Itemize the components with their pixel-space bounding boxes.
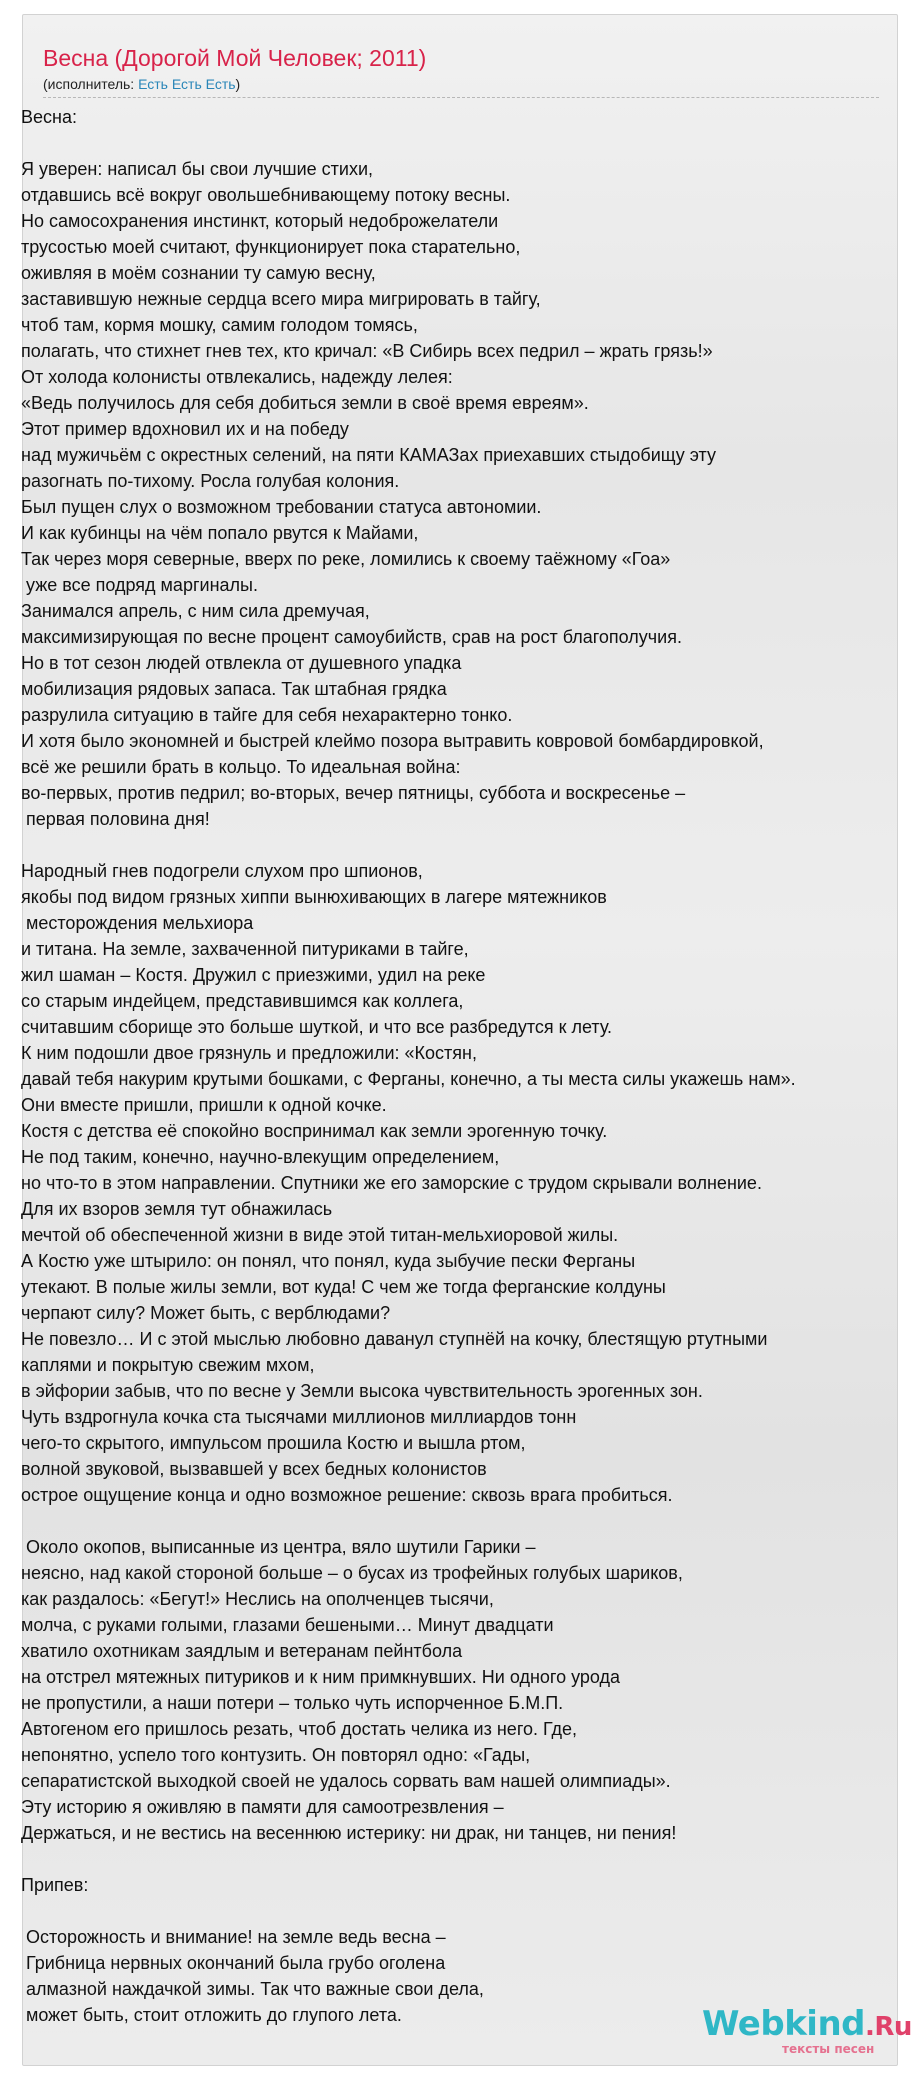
lyric-line: полагать, что стихнет гнев тех, кто кричал: «В Сибирь всех педрил – жрать грязь!» [21,341,713,361]
lyric-line: на отстрел мятежных питуриков и к ним примкнувших. Ни одного урода [21,1667,621,1687]
lyric-line: И как кубинцы на чём попало рвутся к Майами, [21,523,419,543]
lyric-line: А Костю уже штырило: он понял, что понял, куда зыбучие пески Ферганы [21,1251,636,1271]
lyric-line: оживляя в моём сознании ту самую весну, [21,263,376,283]
logo-brand: Webkind [702,2004,865,2044]
performer-line [43,75,879,98]
lyric-line: чего-то скрытого, импульсом прошила Костю и вышла ртом, [21,1433,526,1453]
site-logo[interactable] [702,2004,912,2056]
logo-tagline: тексты песен [782,2042,875,2056]
lyric-line: острое ощущение конца и одно возможное решение: сквозь врага пробиться. [21,1485,673,1505]
lyric-line: Они вместе пришли, пришли к одной кочке. [21,1095,387,1115]
lyric-line: Осторожность и внимание! на земле ведь весна – [21,1927,446,1947]
lyric-line: Я уверен: написал бы свои лучшие стихи, [21,159,374,179]
lyric-line: чтоб там, кормя мошку, самим голодом томясь, [21,315,418,335]
lyric-line: Но самосохранения инстинкт, который недоброжелатели [21,211,499,231]
lyric-line: Держаться, и не вестись на весеннюю истерику: ни драк, ни танцев, ни пения! [21,1823,677,1843]
lyric-line: К ним подошли двое грязнуль и предложили: «Костян, [21,1043,477,1063]
lyric-line: отдавшись всё вокруг овольшебнивающему потоку весны. [21,185,511,205]
lyric-line: как раздалось: «Бегут!» Неслись на ополченцев тысячи, [21,1589,494,1609]
lyric-line: сепаратистской выходкой своей не удалось сорвать вам нашей олимпиады». [21,1771,671,1791]
lyric-line: Занимался апрель, с ним сила дремучая, [21,601,370,621]
lyric-line: но что-то в этом направлении. Спутники же его заморские с трудом скрывали волнение. [21,1173,762,1193]
page-title: Весна (Дорогой Мой Человек; 2011) [43,45,427,71]
performer-link[interactable]: Есть Есть Есть [138,76,236,92]
lyric-line: над мужичьём с окрестных селений, на пяти КАМАЗах приехавших стыдобищу эту [21,445,717,465]
lyric-line: не пропустили, а наши потери – только чуть испорченное Б.М.П. [21,1693,564,1713]
lyric-line: Не повезло… И с этой мыслью любовно даванул ступнёй на кочку, блестящую ртутными [21,1329,768,1349]
song-header [43,43,879,98]
performer-suffix: ) [235,76,241,92]
lyric-line: уже все подряд маргиналы. [21,575,258,595]
lyric-line: Этот пример вдохновил их и на победу [21,419,349,439]
lyric-line: Автогеном его пришлось резать, чтоб достать челика из него. Где, [21,1719,578,1739]
lyric-line [21,130,891,156]
lyric-line: Весна: [21,107,77,127]
lyric-line: неясно, над какой стороной больше – о бусах из трофейных голубых шариков, [21,1563,683,1583]
lyric-line: Так через моря северные, вверх по реке, ломились к своему таёжному «Гоа» [21,549,671,569]
lyric-line: давай тебя накурим крутыми бошками, с Ферганы, конечно, а ты места силы укажешь нам». [21,1069,796,1089]
lyric-line: всё же решили брать в кольцо. То идеальная война: [21,757,461,777]
lyric-line: Народный гнев подогрели слухом про шпионов, [21,861,423,881]
lyric-line: Чуть вздрогнула кочка ста тысячами миллионов миллиардов тонн [21,1407,577,1427]
lyric-line [21,1898,891,1924]
lyric-line: якобы под видом грязных хиппи вынюхивающих в лагере мятежников [21,887,607,907]
lyric-line [21,1508,891,1534]
lyric-line: Но в тот сезон людей отвлекла от душевного упадка [21,653,462,673]
lyric-line: разогнать по-тихому. Росла голубая колония. [21,471,400,491]
lyric-line: От холода колонисты отвлекались, надежду лелея: [21,367,453,387]
logo-tld: .Ru [865,2012,912,2042]
lyric-line: первая половина дня! [21,809,210,829]
lyric-line: разрулила ситуацию в тайге для себя нехарактерно тонко. [21,705,513,725]
lyric-line: Не под таким, конечно, научно-влекущим определением, [21,1147,500,1167]
lyric-line: алмазной наждачкой зимы. Так что важные свои дела, [21,1979,484,1999]
lyric-line: волной звуковой, вызвавшей у всех бедных колонистов [21,1459,487,1479]
lyric-line: считавшим сборище это больше шуткой, и что все разбредутся к лету. [21,1017,613,1037]
lyric-line: Костя с детства её спокойно воспринимал как земли эрогенную точку. [21,1121,608,1141]
lyric-line: И хотя было экономней и быстрей клеймо позора вытравить ковровой бомбардировкой, [21,731,764,751]
lyric-line: максимизирующая по весне процент самоубийств, срав на рост благополучия. [21,627,682,647]
lyric-line: Грибница нервных окончаний была грубо оголена [21,1953,446,1973]
lyric-line: месторождения мельхиора [21,913,254,933]
lyric-line: хватило охотникам заядлым и ветеранам пейнтбола [21,1641,463,1661]
lyric-line: Эту историю я оживляю в памяти для самоотрезвления – [21,1797,504,1817]
lyric-line: в эйфории забыв, что по весне у Земли высока чувствительность эрогенных зон. [21,1381,703,1401]
lyric-line: молча, с руками голыми, глазами бешеными… Минут двадцати [21,1615,554,1635]
lyric-line: каплями и покрытую свежим мхом, [21,1355,315,1375]
lyric-line: во-первых, против педрил; во-вторых, вечер пятницы, суббота и воскресенье – [21,783,686,803]
lyric-line [21,832,891,858]
lyric-line: непонятно, успело того контузить. Он повторял одно: «Гады, [21,1745,531,1765]
lyric-line: трусостью моей считают, функционирует пока старательно, [21,237,521,257]
lyric-line: Около окопов, выписанные из центра, вяло шутили Гарики – [21,1537,536,1557]
lyric-line: заставившую нежные сердца всего мира мигрировать в тайгу, [21,289,541,309]
lyric-line: мечтой об обеспеченной жизни в виде этой титан-мельхиоровой жилы. [21,1225,619,1245]
lyric-line: черпают силу? Может быть, с верблюдами? [21,1303,391,1323]
lyric-line: Был пущен слух о возможном требовании статуса автономии. [21,497,542,517]
lyric-line: может быть, стоит отложить до глупого лета. [21,2005,402,2025]
lyric-line: мобилизация рядовых запаса. Так штабная грядка [21,679,447,699]
lyric-line: Для их взоров земля тут обнажилась [21,1199,333,1219]
lyric-line: со старым индейцем, представившимся как коллега, [21,991,464,1011]
performer-prefix: (исполнитель: [43,76,139,92]
lyric-line: «Ведь получилось для себя добиться земли в своё время евреям». [21,393,589,413]
lyric-line: жил шаман – Костя. Дружил с приезжими, удил на реке [21,965,486,985]
lyric-line: и титана. На земле, захваченной питуриками в тайге, [21,939,469,959]
lyrics-text [21,104,891,2028]
lyric-line: Припев: [21,1875,89,1895]
lyric-line: утекают. В полые жилы земли, вот куда! С чем же тогда ферганские колдуны [21,1277,666,1297]
lyric-line [21,1846,891,1872]
